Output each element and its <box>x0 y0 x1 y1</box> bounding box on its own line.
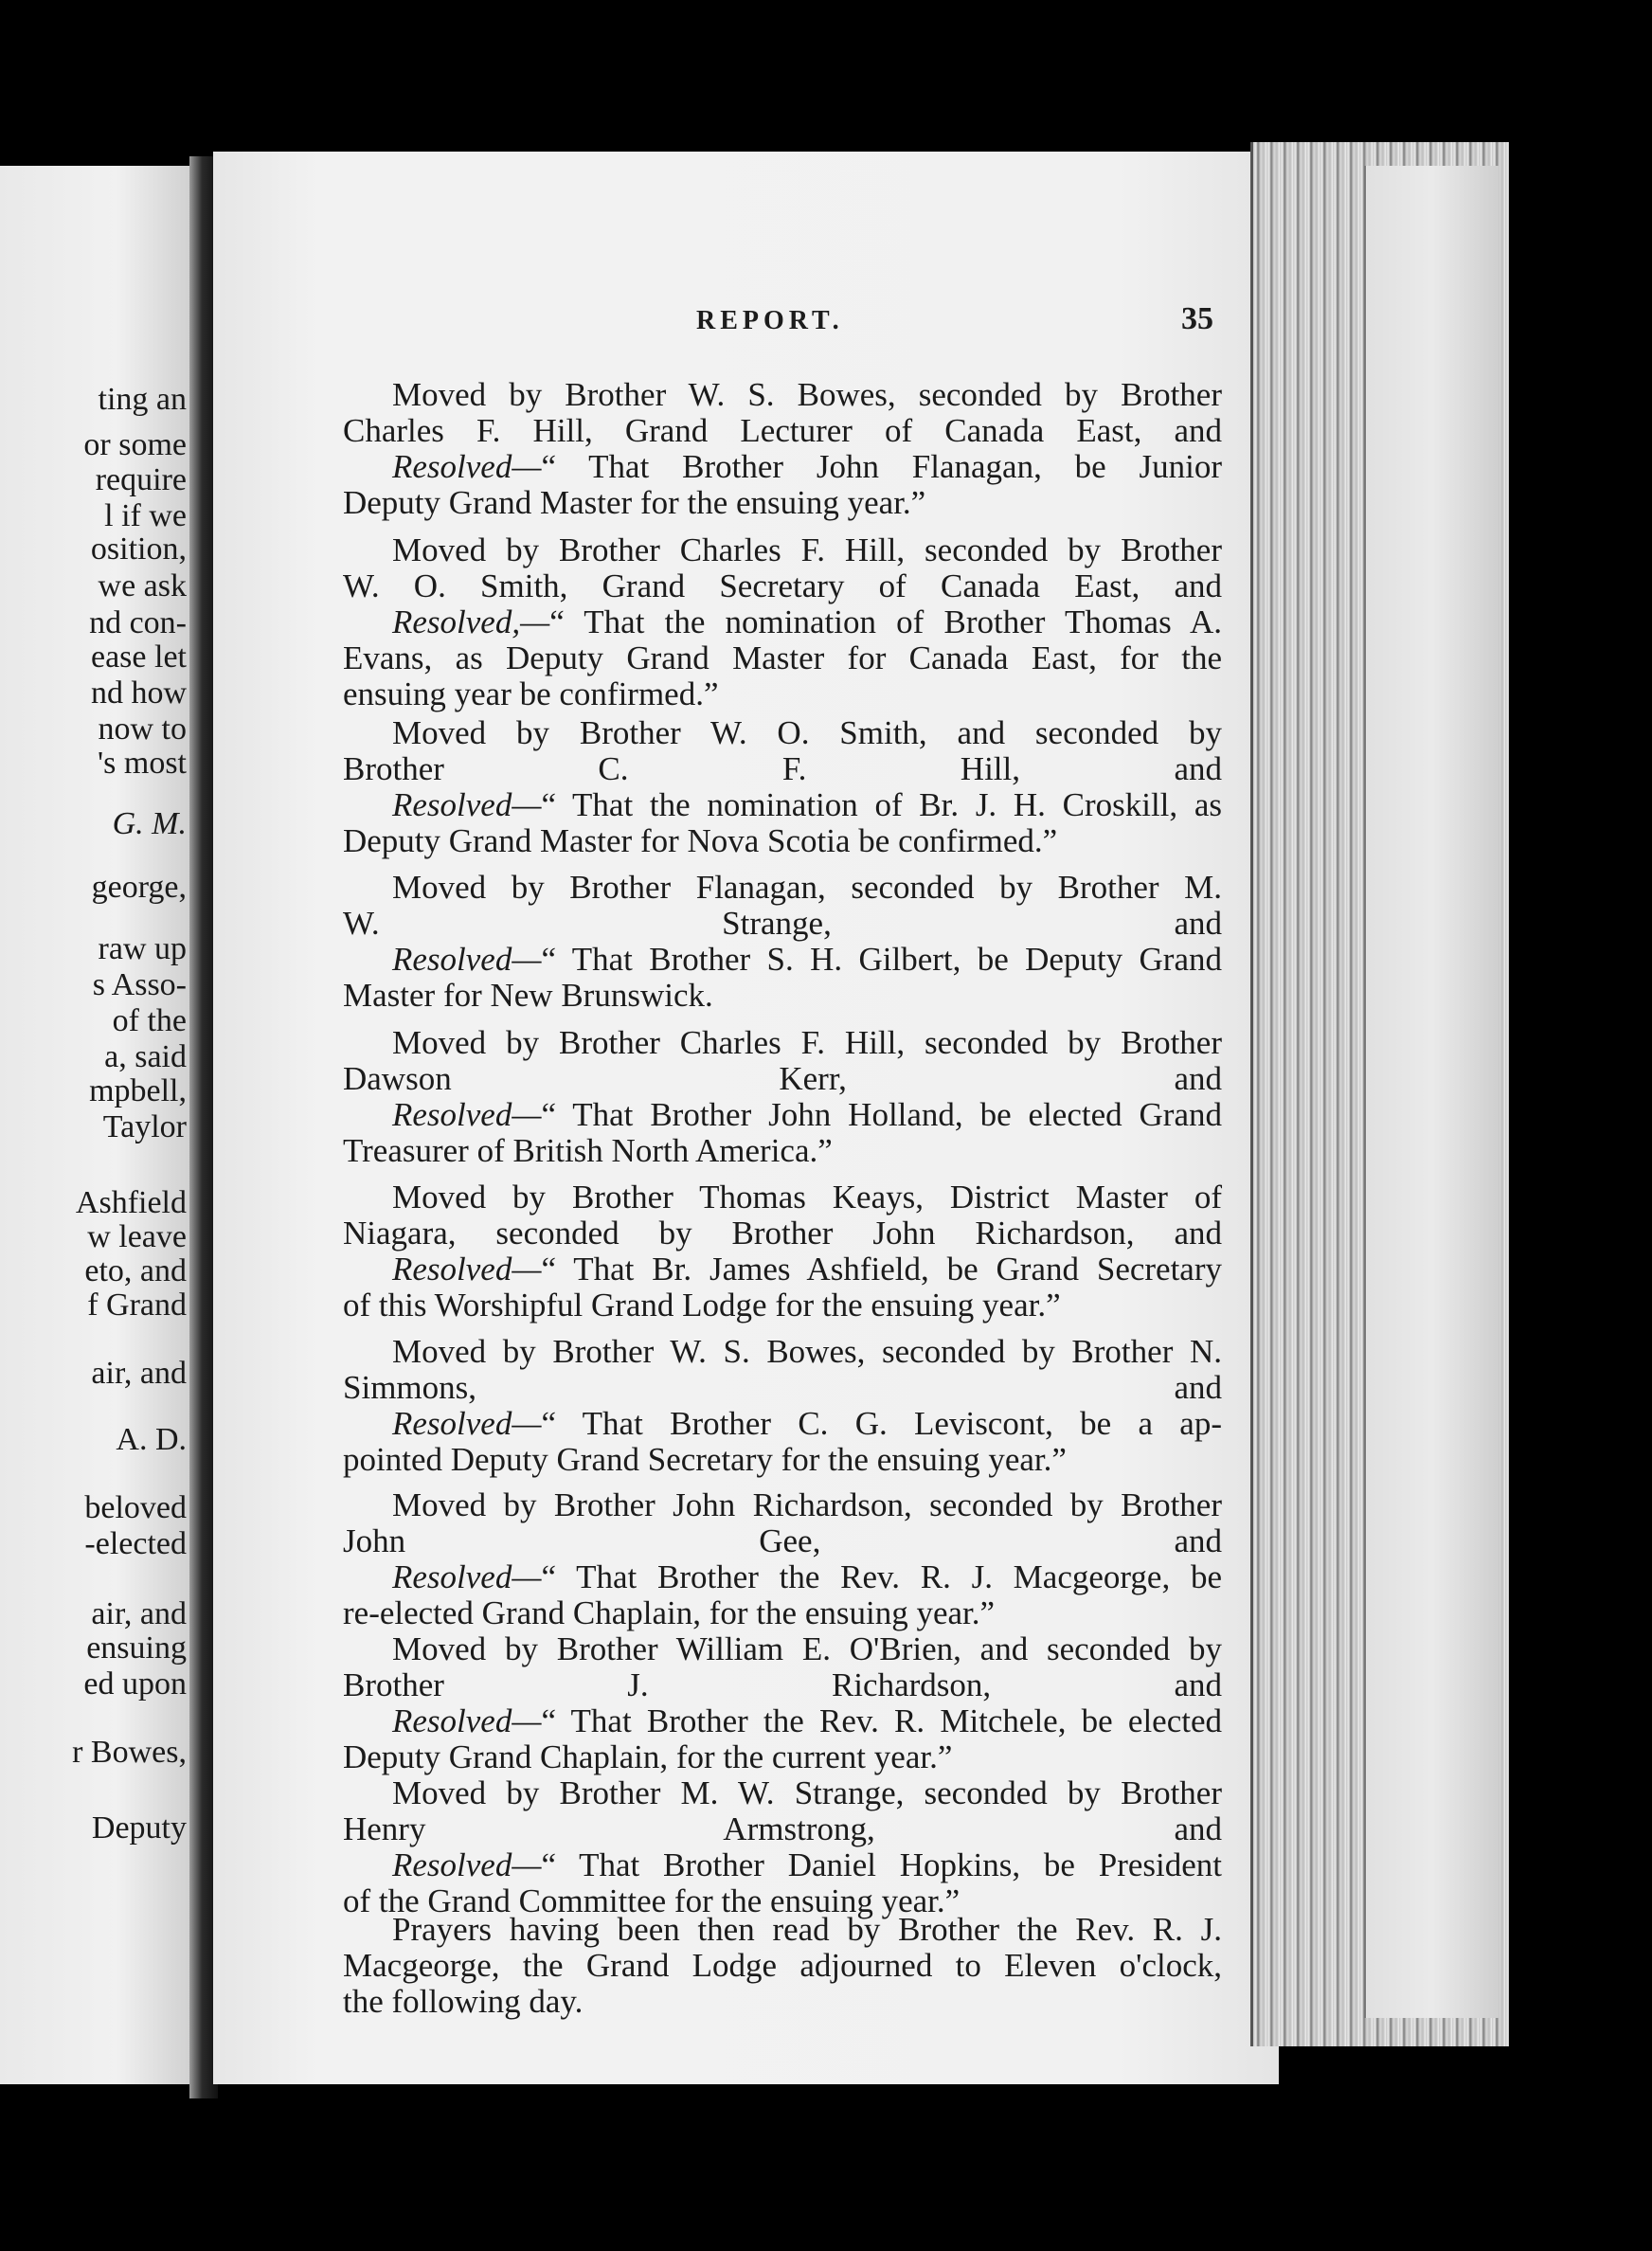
text-line: Charles F. Hill, Grand Lecturer of Canada East, and <box>343 412 1222 449</box>
resolution-paragraph <box>343 1631 1222 1775</box>
text-line: Resolved—“ That Brother S. H. Gilbert, be Deputy Grand <box>392 941 1222 978</box>
resolution-paragraph <box>343 1912 1222 2020</box>
left-page-line: ensuing <box>86 1630 187 1666</box>
left-page-line: 's most <box>98 746 187 781</box>
left-page-line: Deputy <box>91 1810 187 1846</box>
text-line: Moved by Brother Thomas Keays, District Master of <box>392 1179 1222 1216</box>
text-line: re-elected Grand Chaplain, for the ensuing year.” <box>343 1594 996 1631</box>
resolution-paragraph <box>343 1180 1222 1324</box>
text-line: Moved by Brother W. O. Smith, and seconded by <box>392 714 1222 751</box>
text-line: Deputy Grand Master for the ensuing year.” <box>343 484 926 521</box>
text-line: Moved by Brother John Richardson, seconded by Brother <box>392 1486 1222 1523</box>
running-header: REPORT. <box>696 306 844 335</box>
resolution-paragraph <box>343 1487 1222 1631</box>
left-page-line: ting an <box>98 382 187 417</box>
text-line: W. O. Smith, Grand Secretary of Canada East, and <box>343 567 1222 604</box>
left-page-line: george, <box>91 870 187 905</box>
text-line: of this Worshipful Grand Lodge for the ensuing year.” <box>343 1287 1061 1324</box>
left-page-line: of the <box>112 1003 187 1038</box>
text-line: John Gee, and <box>343 1522 1222 1559</box>
resolution-paragraph <box>343 1025 1222 1169</box>
left-page-line: nd con- <box>89 605 187 640</box>
left-page-line: G. M. <box>112 806 187 841</box>
left-page-line: air, and <box>91 1596 187 1631</box>
left-page-line: s Asso- <box>92 967 187 1002</box>
text-line: Deputy Grand Chaplain, for the current year.” <box>343 1738 953 1775</box>
text-line: Resolved—“ That Brother C. G. Leviscont, be a ap- <box>392 1405 1222 1442</box>
left-page-line: ease let <box>91 639 187 675</box>
left-page-line: r Bowes, <box>72 1735 187 1770</box>
text-line: Moved by Brother W. S. Bowes, seconded by Brother N. <box>392 1333 1222 1370</box>
text-line: pointed Deputy Grand Secretary for the ensuing year.” <box>343 1441 1067 1478</box>
left-page-line: ed upon <box>83 1666 187 1702</box>
text-line: Simmons, and <box>343 1369 1222 1406</box>
text-line: Resolved—“ That Brother John Flanagan, be Junior <box>392 448 1222 485</box>
text-line: the following day. <box>343 1983 584 2020</box>
text-line: Treasurer of British North America.” <box>343 1132 833 1169</box>
text-line: Moved by Brother Flanagan, seconded by Brother M. <box>392 869 1222 906</box>
text-line: Moved by Brother W. S. Bowes, seconded by Brother <box>392 376 1222 413</box>
resolution-paragraph <box>343 715 1222 859</box>
resolution-paragraph <box>343 1775 1222 1919</box>
left-page-line: -elected <box>84 1526 187 1561</box>
left-page-line: beloved <box>84 1490 187 1525</box>
resolution-paragraph <box>343 377 1222 521</box>
text-line: Brother C. F. Hill, and <box>343 750 1222 787</box>
text-line: Evans, as Deputy Grand Master for Canada East, for the <box>343 639 1222 676</box>
text-line: Moved by Brother William E. O'Brien, and seconded by <box>392 1630 1222 1667</box>
text-line: Resolved—“ That Br. James Ashfield, be Grand Secretary <box>392 1251 1222 1288</box>
text-line: Niagara, seconded by Brother John Richardson, and <box>343 1215 1222 1252</box>
text-line: Resolved—“ That Brother Daniel Hopkins, be President <box>392 1846 1222 1883</box>
left-page-line: require <box>95 462 187 497</box>
text-line: Moved by Brother M. W. Strange, seconded by Brother <box>392 1774 1222 1811</box>
left-page-line: f Grand <box>87 1288 187 1323</box>
resolution-paragraph <box>343 870 1222 1014</box>
text-line: Dawson Kerr, and <box>343 1060 1222 1097</box>
left-page-line: Ashfield <box>75 1185 187 1220</box>
left-page-line: or some <box>83 427 187 462</box>
text-line: Master for New Brunswick. <box>343 977 713 1014</box>
text-line: W. Strange, and <box>343 905 1222 942</box>
text-line: Resolved—“ That Brother the Rev. R. Mitchele, be elected <box>392 1702 1222 1739</box>
left-page-line: nd how <box>90 675 187 711</box>
text-line: Henry Armstrong, and <box>343 1810 1222 1847</box>
left-page-line: a, said <box>104 1039 187 1074</box>
text-line: Macgeorge, the Grand Lodge adjourned to Eleven o'clock, <box>343 1947 1222 1984</box>
text-line: Resolved—“ That Brother John Holland, be elected Grand <box>392 1096 1222 1133</box>
text-line: Resolved—“ That Brother the Rev. R. J. Macgeorge, be <box>392 1558 1222 1595</box>
left-page-line: osition, <box>90 531 187 567</box>
text-line: Moved by Brother Charles F. Hill, seconded by Brother <box>392 531 1222 568</box>
left-page-line: A. D. <box>116 1422 187 1457</box>
left-page-line: w leave <box>87 1219 187 1254</box>
text-line: Resolved—“ That the nomination of Br. J. H. Croskill, as <box>392 786 1222 823</box>
left-page-line: mpbell, <box>89 1073 187 1108</box>
text-line: Brother J. Richardson, and <box>343 1666 1222 1703</box>
text-line: Resolved,—“ That the nomination of Brother Thomas A. <box>392 603 1222 640</box>
text-line: Deputy Grand Master for Nova Scotia be confirmed.” <box>343 822 1058 859</box>
left-page <box>0 166 194 2084</box>
left-page-line: we ask <box>98 568 187 603</box>
left-page-line: now to <box>98 711 187 747</box>
left-page-line: raw up <box>98 931 187 966</box>
left-page-line: air, and <box>91 1356 187 1391</box>
text-line: Moved by Brother Charles F. Hill, seconded by Brother <box>392 1024 1222 1061</box>
left-page-line: eto, and <box>84 1253 187 1288</box>
text-line: of the Grand Committee for the ensuing year.” <box>343 1882 961 1919</box>
resolution-paragraph <box>343 532 1222 712</box>
text-line: Prayers having been then read by Brother the Rev. R. J. <box>392 1911 1222 1948</box>
left-page-line: l if we <box>104 498 187 533</box>
page-number: 35 <box>1181 301 1213 336</box>
resolution-paragraph <box>343 1334 1222 1478</box>
text-line: ensuing year be confirmed.” <box>343 675 719 712</box>
page-edges-cover <box>1364 166 1499 2018</box>
left-page-line: Taylor <box>102 1109 187 1144</box>
